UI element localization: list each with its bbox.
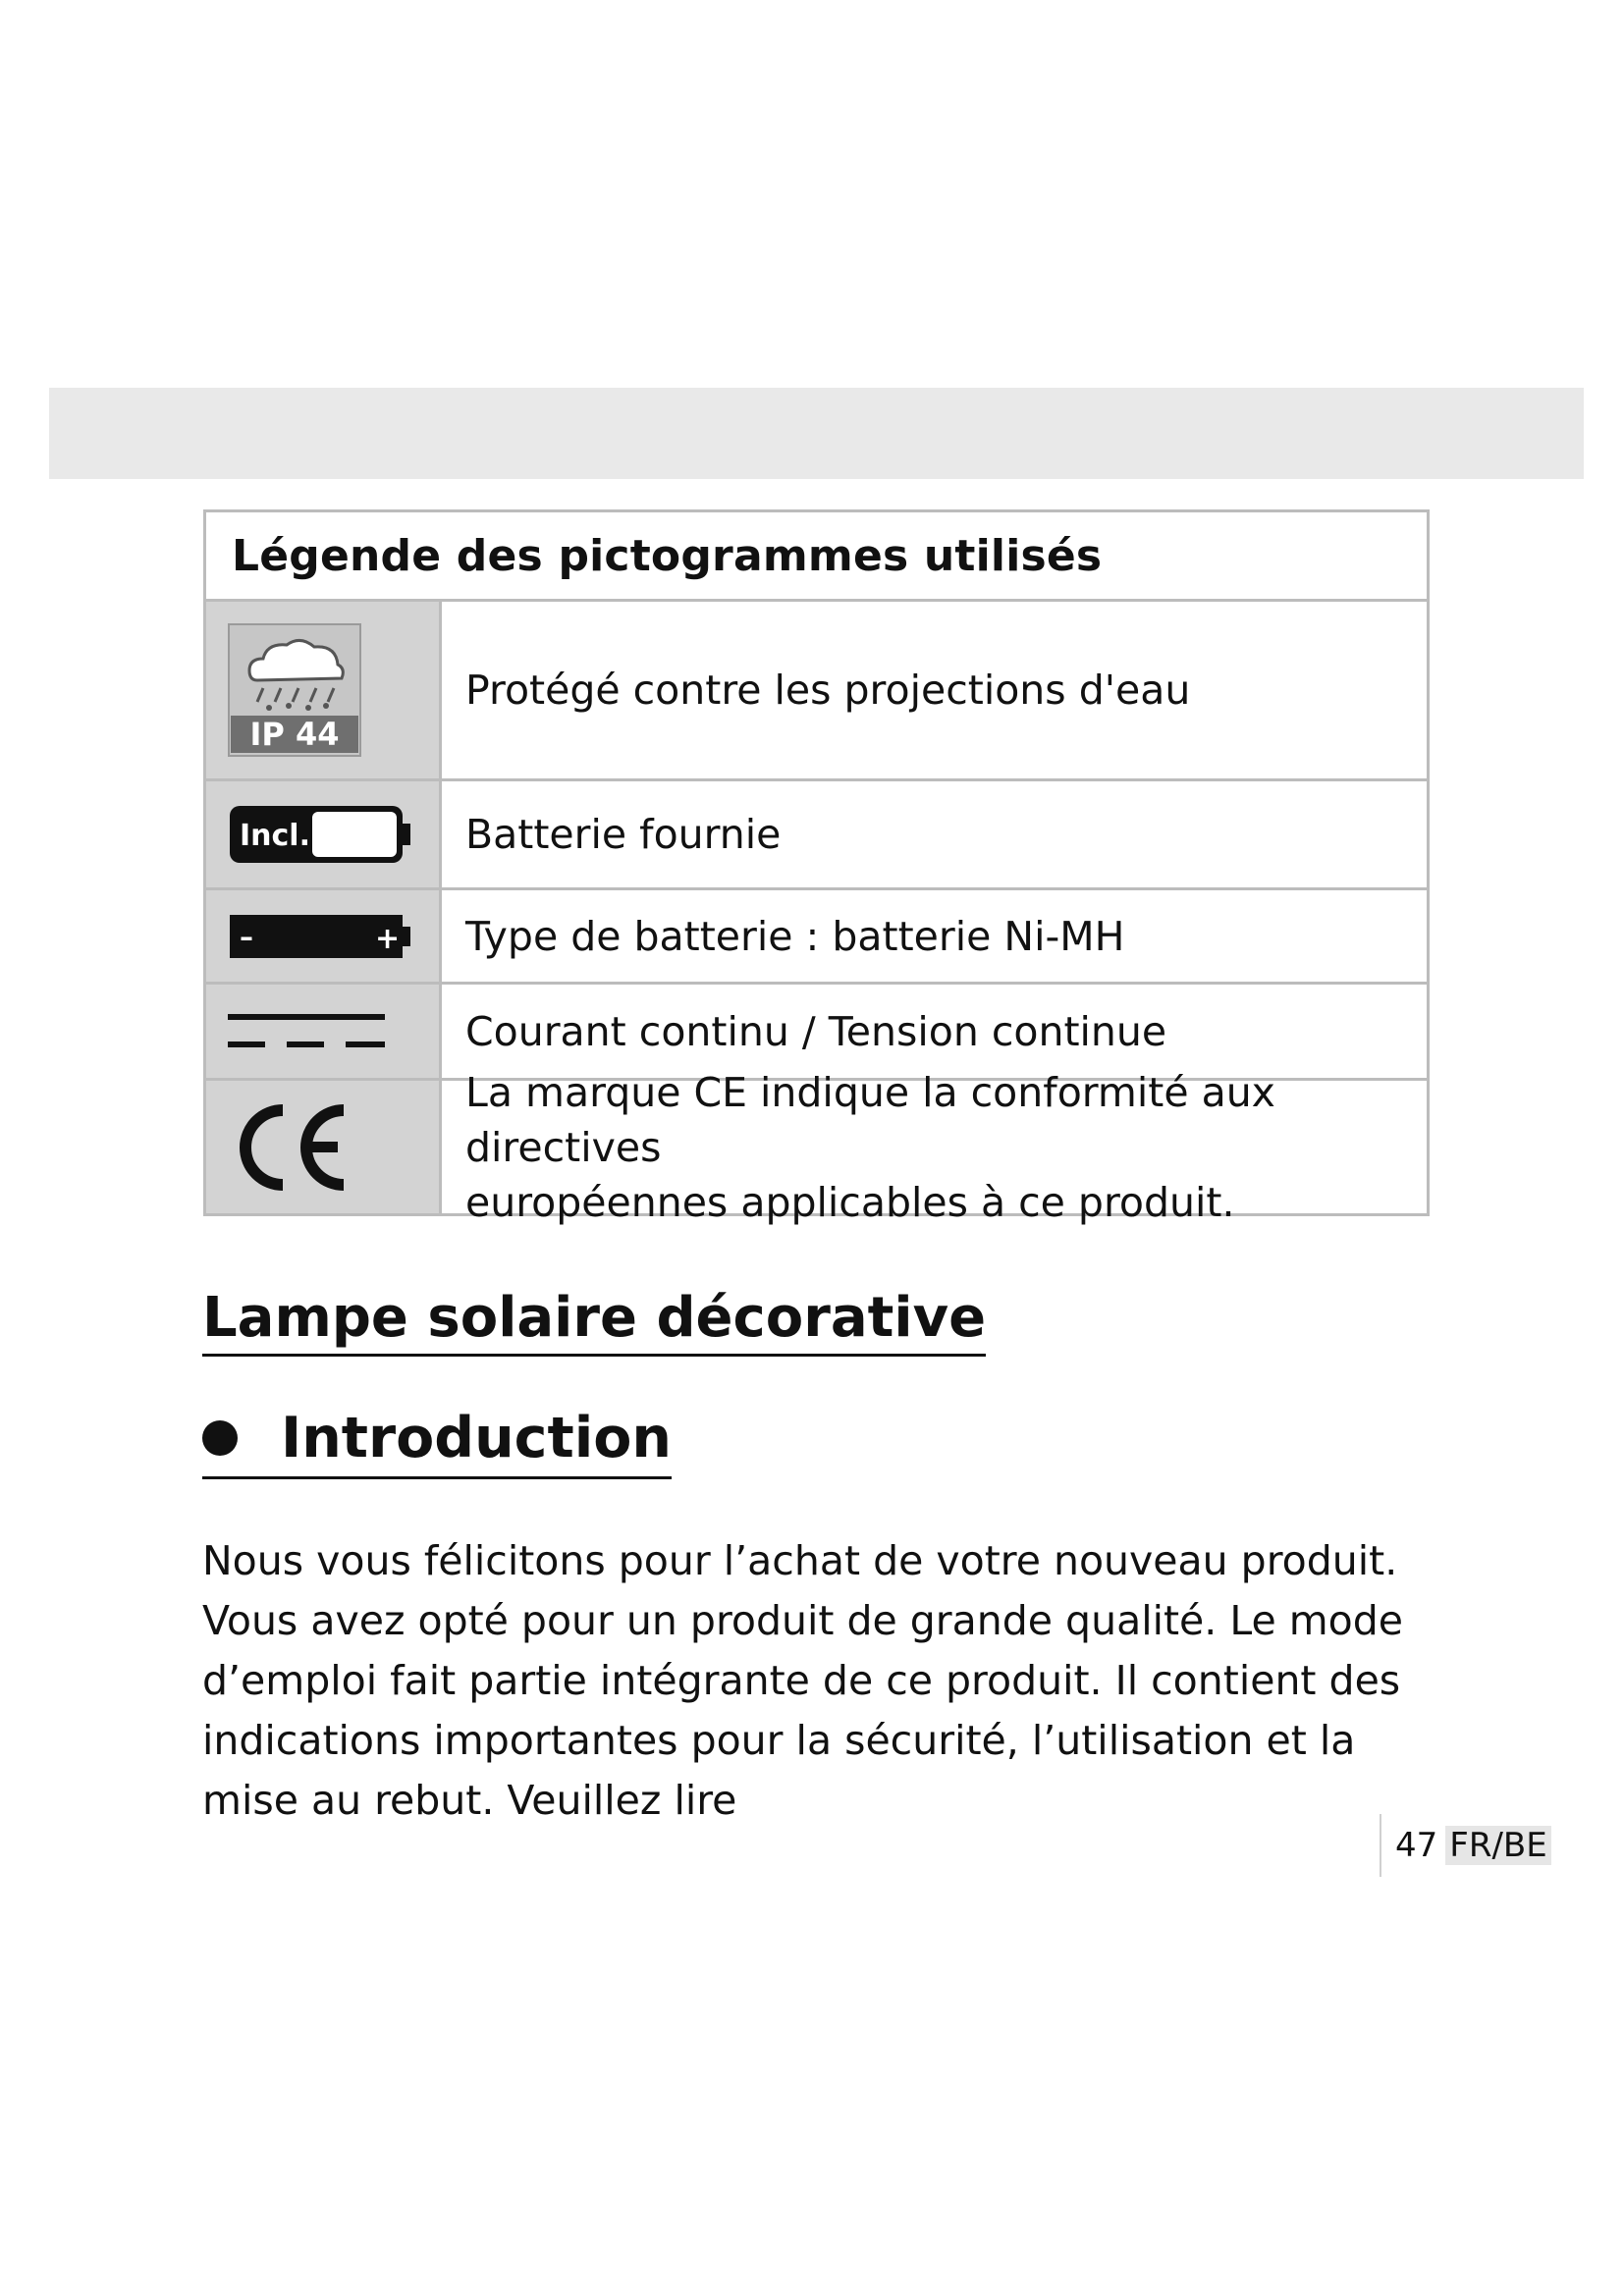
ce-mark-icon — [228, 1100, 355, 1195]
battery-type-icon — [228, 913, 414, 960]
bullet-icon — [202, 1420, 238, 1456]
legend-row-text: Courant continu / Tension continue — [465, 1007, 1167, 1055]
legend-row-text: Type de batterie : batterie Ni-MH — [465, 912, 1125, 960]
legend-row-text: Protégé contre les projections d'eau — [465, 667, 1191, 714]
section-title: Lampe solaire décorative — [202, 1286, 986, 1357]
legend-row-text: Batterie fournie — [465, 811, 782, 858]
direct-current-icon — [228, 1012, 387, 1051]
language-code: FR/BE — [1445, 1826, 1550, 1865]
legend-row — [206, 890, 1427, 985]
legend-row — [206, 781, 1427, 890]
page-footer — [1380, 1814, 1551, 1877]
battery-included-icon — [228, 804, 414, 865]
battery-plus-label: + — [375, 921, 401, 956]
legend-title: Légende des pictogrammes utilisés — [206, 512, 1427, 602]
ce-text-line-1: La marque CE indique la conformité aux directives — [465, 1068, 1275, 1171]
header-band — [49, 388, 1584, 479]
subsection-title-text: Introduction — [281, 1406, 672, 1470]
ce-text-line-2: européennes applicables à ce produit. — [465, 1178, 1235, 1226]
intro-paragraph: Nous vous félicitons pour l’achat de votre nouveau produit. Vous avez opté pour un produit de grande qualité. Le mode d’emploi fait partie intégrante de ce produit. Il contient des indications importantes pour la sécurité, l’utilisation et la mise au rebut. Veuillez lire — [202, 1537, 1403, 1824]
legend-row — [206, 602, 1427, 781]
subsection-title — [202, 1406, 672, 1479]
pictogram-legend-table — [203, 509, 1430, 1226]
ip44-rain-icon — [228, 623, 361, 757]
page-number: 47 — [1395, 1826, 1438, 1865]
ip44-label: IP 44 — [249, 716, 340, 753]
legend-row-text — [465, 1065, 1427, 1230]
incl-label: Incl. — [240, 819, 310, 853]
battery-minus-label: – — [240, 920, 253, 953]
legend-row — [206, 1068, 1427, 1226]
